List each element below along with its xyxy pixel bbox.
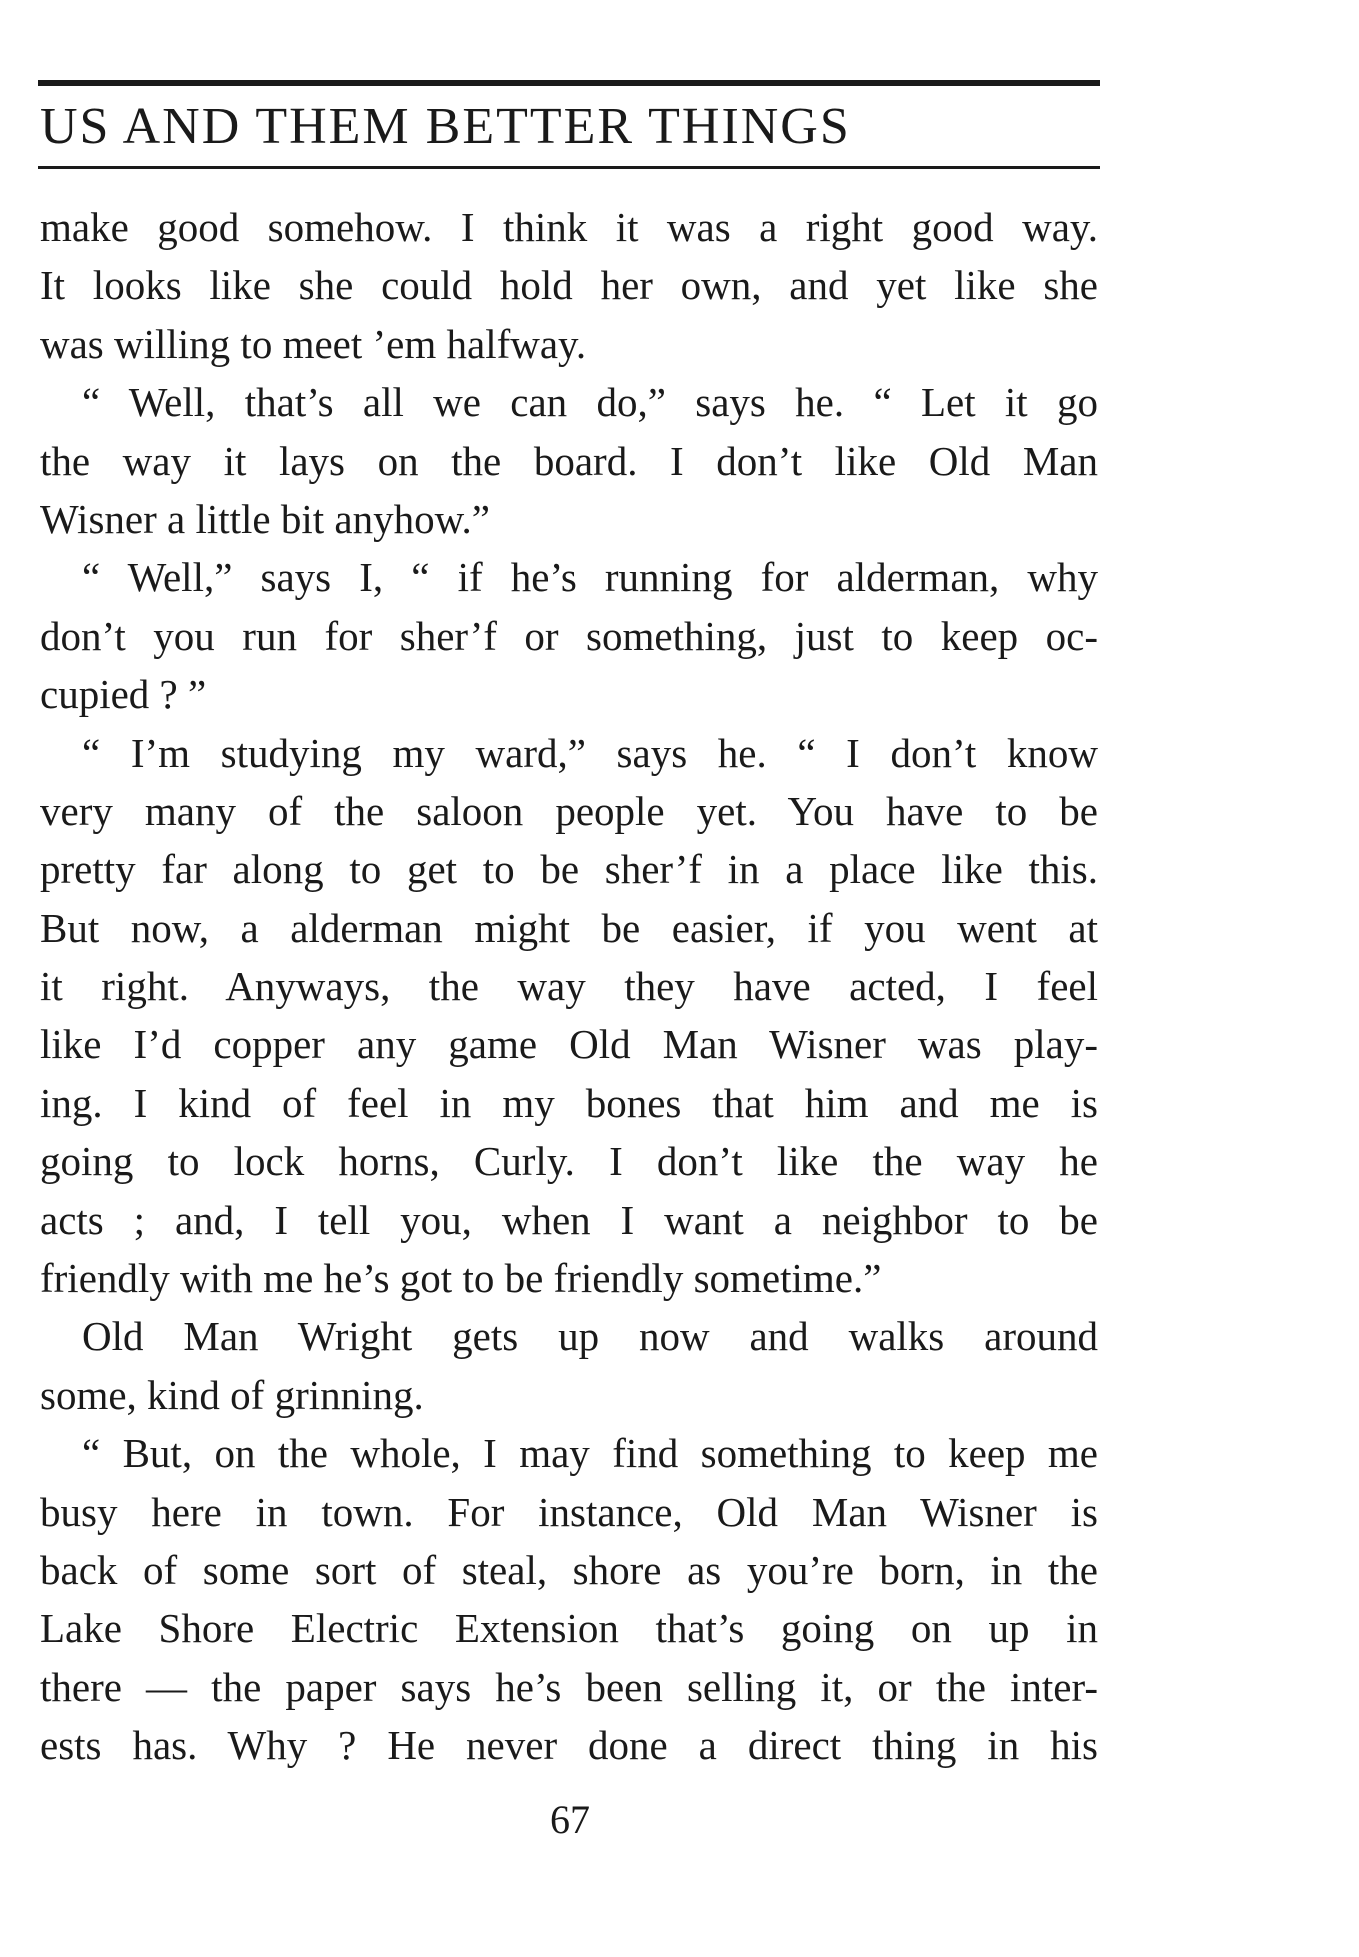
text-line: it right. Anyways, the way they have acted, I feel <box>40 963 1098 1010</box>
text-line: was willing to meet ’em halfway. <box>40 320 587 367</box>
text-line: Old Man Wright gets up now and walks around <box>82 1313 1098 1360</box>
text-line: “ I’m studying my ward,” says he. “ I don’t know <box>82 729 1098 776</box>
text-line: ests has. Why ? He never done a direct thing in his <box>40 1722 1098 1769</box>
text-line: Wisner a little bit anyhow.” <box>40 495 490 542</box>
text-line: “ But, on the whole, I may find something to keep me <box>82 1430 1098 1477</box>
text-line: busy here in town. For instance, Old Man Wisner is <box>40 1488 1098 1535</box>
text-line: like I’d copper any game Old Man Wisner was play- <box>40 1021 1098 1068</box>
text-line: ing. I kind of feel in my bones that him and me is <box>40 1079 1098 1126</box>
text-line: back of some sort of steal, shore as you’re born, in the <box>40 1546 1098 1593</box>
header-rule-bottom <box>38 166 1100 169</box>
text-line: make good somehow. I think it was a right good way. <box>40 204 1098 250</box>
text-line: It looks like she could hold her own, and yet like she <box>40 262 1098 309</box>
text-line: pretty far along to get to be sher’f in a place like this. <box>40 846 1098 893</box>
text-line: “ Well,” says I, “ if he’s running for alderman, why <box>82 554 1098 601</box>
text-line: very many of the saloon people yet. You have to be <box>40 787 1098 834</box>
text-line: don’t you run for sher’f or something, just to keep oc- <box>40 612 1098 659</box>
text-line: going to lock horns, Curly. I don’t like the way he <box>40 1138 1098 1185</box>
body-text <box>40 198 1098 1775</box>
text-line: Lake Shore Electric Extension that’s going on up in <box>40 1605 1098 1652</box>
page-number: 67 <box>550 1797 590 1842</box>
running-head: US AND THEM BETTER THINGS <box>40 98 851 155</box>
text-line: the way it lays on the board. I don’t like Old Man <box>40 437 1098 484</box>
text-line: acts ; and, I tell you, when I want a neighbor to be <box>40 1196 1098 1243</box>
text-line: some, kind of grinning. <box>40 1371 424 1418</box>
text-line: cupied ? ” <box>40 671 207 718</box>
header-rule-top <box>38 80 1100 86</box>
text-line: But now, a alderman might be easier, if you went at <box>40 904 1098 951</box>
text-line: there — the paper says he’s been selling it, or the inter- <box>40 1663 1098 1710</box>
text-line: friendly with me he’s got to be friendly sometime.” <box>40 1255 882 1302</box>
text-line: “ Well, that’s all we can do,” says he. “ Let it go <box>82 379 1098 426</box>
